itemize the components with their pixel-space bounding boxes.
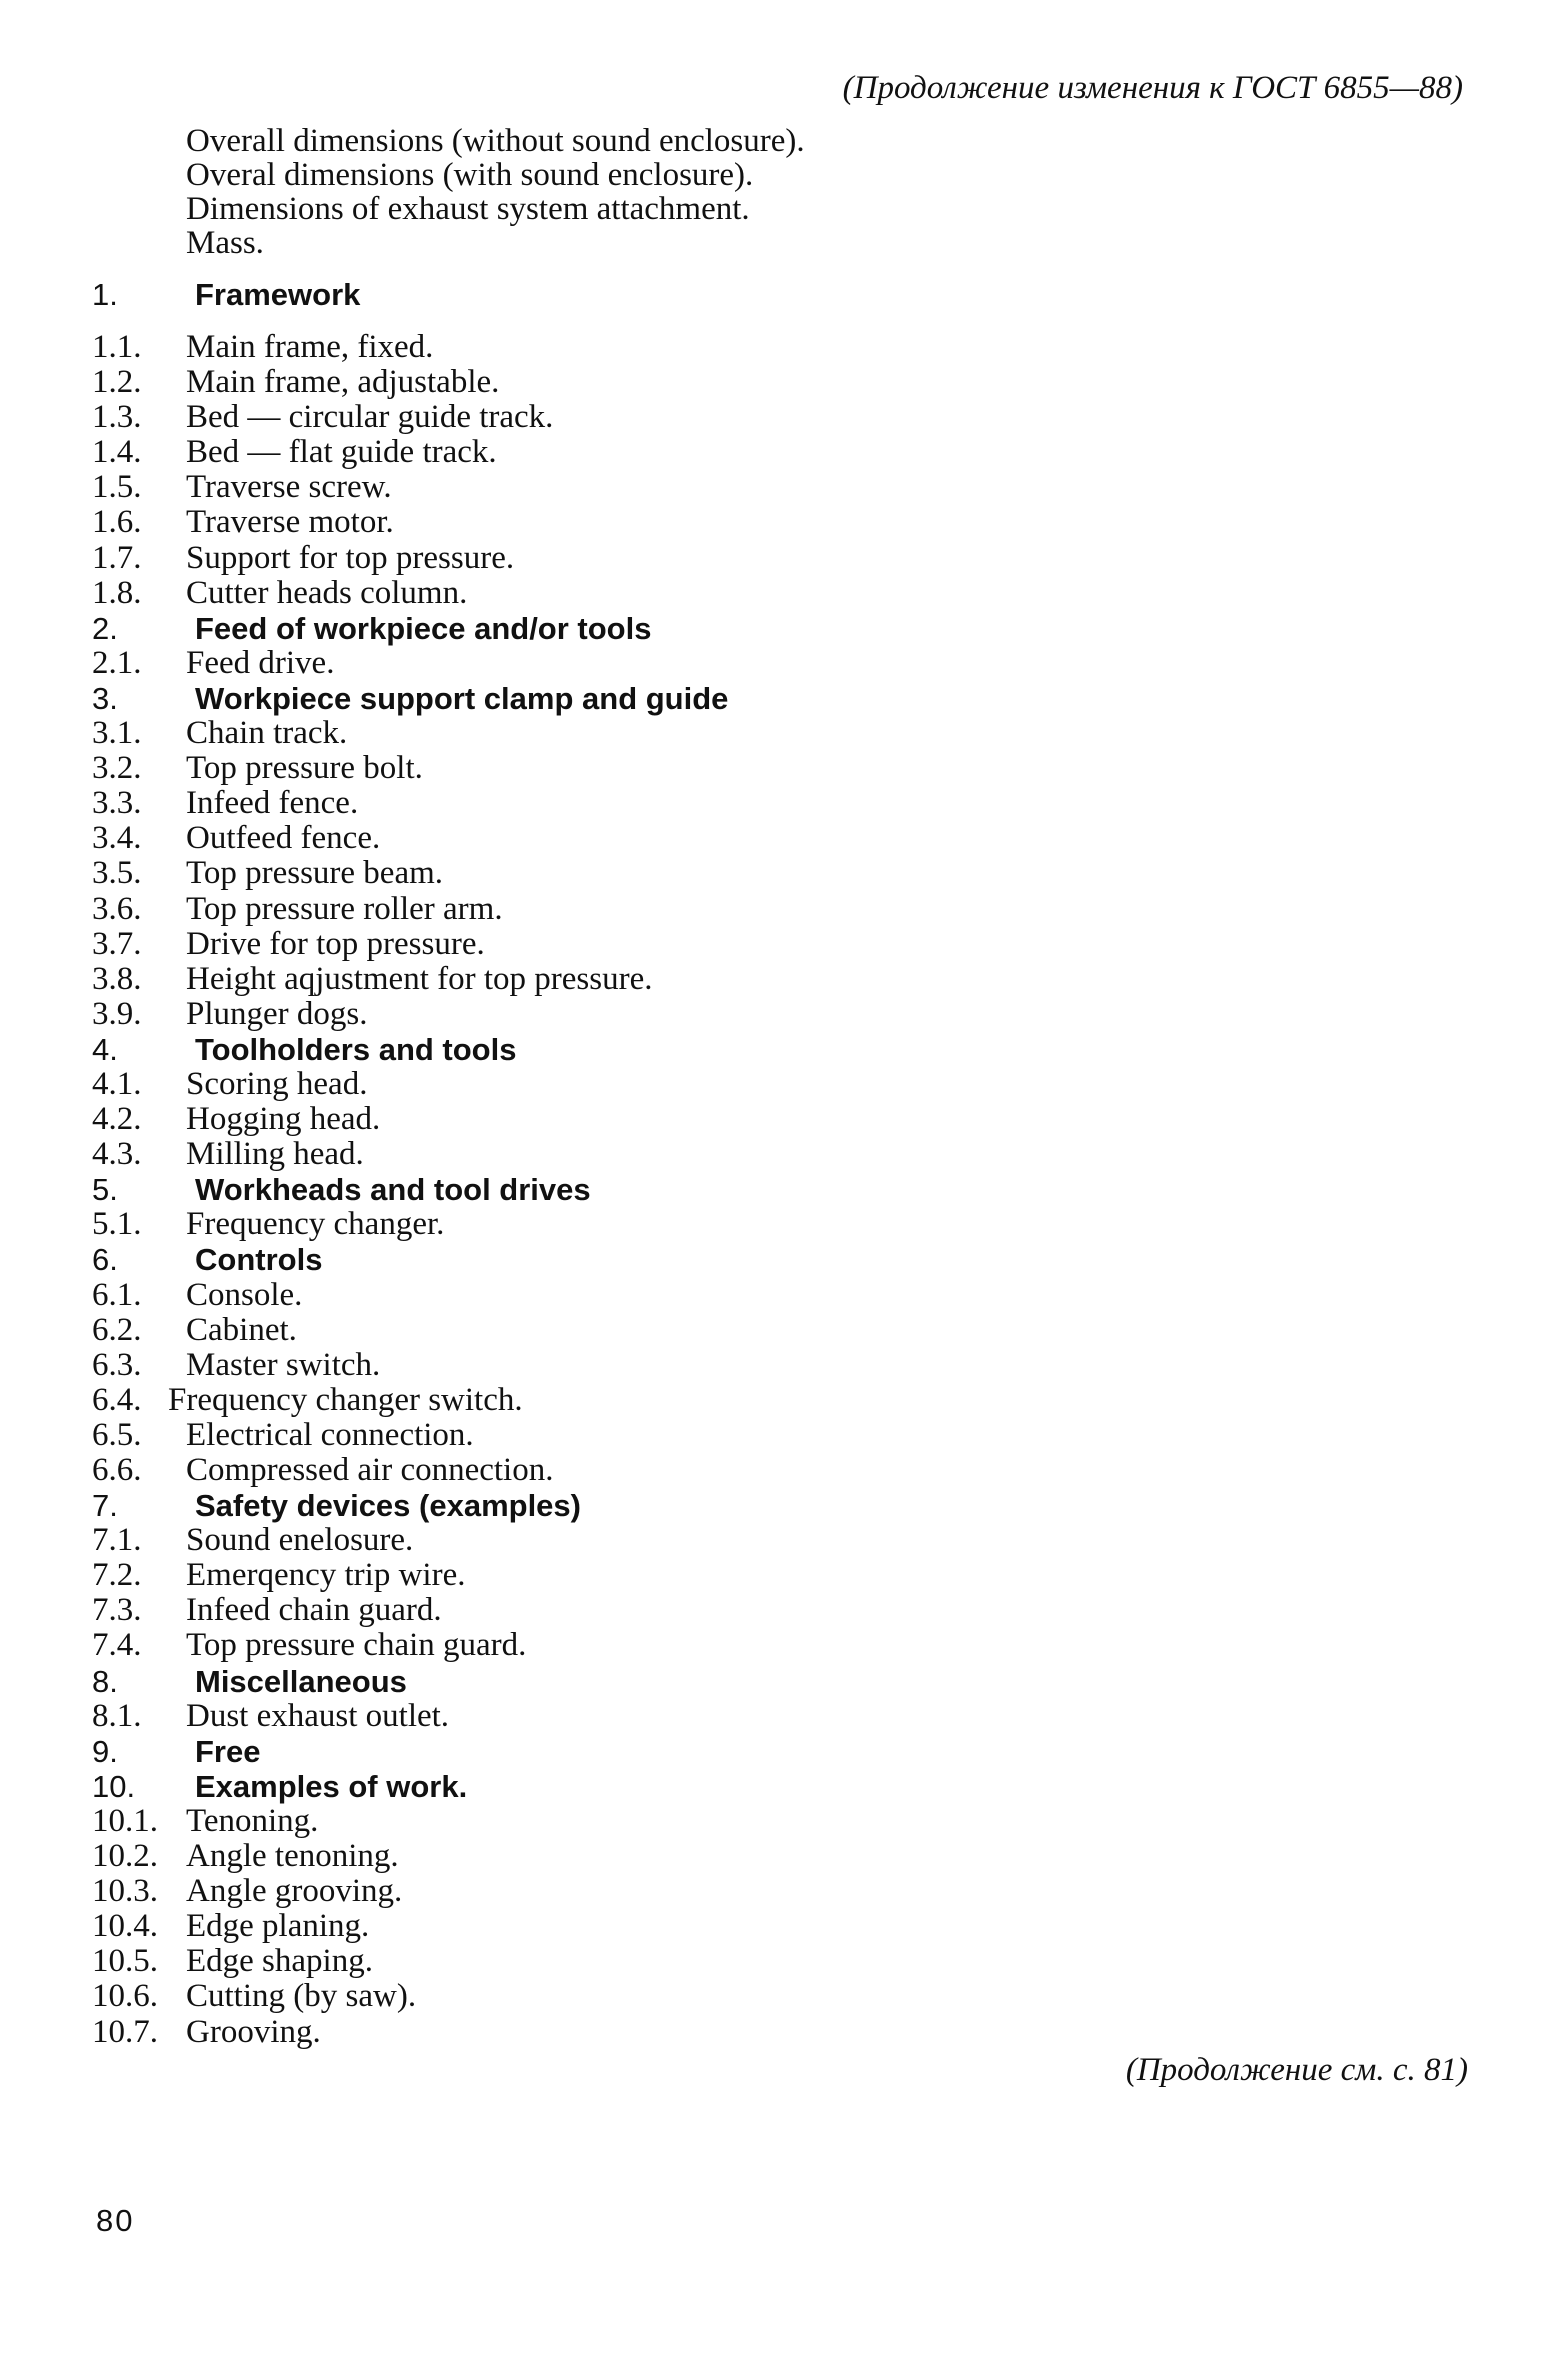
intro-line: Mass. <box>186 225 264 261</box>
item-text: Bed — circular guide track. <box>186 399 554 436</box>
item-text: Top pressure chain guard. <box>186 1627 527 1664</box>
item-number: 3.3. <box>92 785 142 822</box>
list-item <box>92 962 1392 997</box>
item-number: 7.4. <box>92 1627 142 1664</box>
item-number: 3.2. <box>92 750 142 787</box>
item-number: 1.5. <box>92 469 142 506</box>
list-item <box>92 435 1392 470</box>
item-text: Console. <box>186 1276 303 1313</box>
item-number: 3.6. <box>92 890 142 927</box>
item-list <box>92 277 1392 2050</box>
continuation-note: (Продолжение см. с. 81) <box>1125 2052 1468 2088</box>
list-item <box>92 576 1392 611</box>
item-number: 9. <box>92 1733 118 1769</box>
list-item <box>92 1067 1392 1102</box>
item-text: Cutter heads column. <box>186 574 468 611</box>
section-title: Examples of work. <box>195 1768 468 1804</box>
item-number: 1. <box>92 277 118 312</box>
item-text: Sound enelosure. <box>186 1522 414 1559</box>
page-header: (Продолжение изменения к ГОСТ 6855—88) <box>842 70 1463 106</box>
section-title: Framework <box>195 277 361 312</box>
item-number: 3.8. <box>92 960 142 997</box>
item-number: 10.3. <box>92 1873 158 1910</box>
item-text: Top pressure roller arm. <box>186 890 503 927</box>
list-item <box>92 1207 1392 1242</box>
section-heading <box>92 611 1392 646</box>
item-text: Traverse motor. <box>186 504 394 541</box>
item-text: Traverse screw. <box>186 469 392 506</box>
section-heading <box>92 277 1392 330</box>
item-text: Tenoning. <box>186 1802 319 1839</box>
item-number: 10.1. <box>92 1802 158 1839</box>
item-text: Infeed fence. <box>186 785 359 822</box>
item-text: Bed — flat guide track. <box>186 434 497 471</box>
section-title: Workpiece support clamp and guide <box>195 680 729 716</box>
item-text: Outfeed fence. <box>186 820 381 857</box>
item-number: 3.4. <box>92 820 142 857</box>
item-number: 4.3. <box>92 1136 142 1173</box>
list-item <box>92 1593 1392 1628</box>
section-title: Free <box>195 1733 261 1769</box>
list-item <box>92 1979 1392 2014</box>
item-number: 7.1. <box>92 1522 142 1559</box>
item-text: Top pressure beam. <box>186 855 444 892</box>
item-number: 10.2. <box>92 1838 158 1875</box>
item-number: 6.1. <box>92 1276 142 1313</box>
item-number: 6.3. <box>92 1346 142 1383</box>
item-number: 6.5. <box>92 1416 142 1453</box>
item-number: 6.6. <box>92 1452 142 1488</box>
section-heading <box>92 1488 1392 1523</box>
item-text: Milling head. <box>186 1136 364 1173</box>
list-item <box>92 821 1392 856</box>
section-heading <box>92 1734 1392 1769</box>
item-number: 1.1. <box>92 329 142 365</box>
list-item <box>92 927 1392 962</box>
item-text: Master switch. <box>186 1346 381 1383</box>
item-number: 4.1. <box>92 1065 142 1102</box>
item-number: 1.3. <box>92 399 142 436</box>
item-text: Feed drive. <box>186 644 335 681</box>
list-item <box>92 751 1392 786</box>
list-item <box>92 505 1392 540</box>
section-title: Safety devices (examples) <box>195 1488 581 1524</box>
item-text: Hogging head. <box>186 1101 381 1138</box>
section-title: Workheads and tool drives <box>195 1172 591 1208</box>
item-number: 4.2. <box>92 1101 142 1138</box>
item-number: 3.9. <box>92 995 142 1032</box>
section-title: Miscellaneous <box>195 1663 407 1699</box>
item-number: 1.4. <box>92 434 142 471</box>
item-number: 10.5. <box>92 1943 158 1980</box>
list-item <box>92 646 1392 681</box>
item-number: 6.2. <box>92 1311 142 1348</box>
section-heading <box>92 1769 1392 1804</box>
item-number: 1.2. <box>92 364 142 401</box>
item-number: 1.8. <box>92 574 142 611</box>
item-number: 6. <box>92 1242 118 1278</box>
list-item <box>92 892 1392 927</box>
item-number: 7.2. <box>92 1557 142 1594</box>
item-text: Support for top pressure. <box>186 539 515 576</box>
list-item <box>92 1839 1392 1874</box>
list-item <box>92 1313 1392 1348</box>
item-number: 6.4. <box>92 1381 142 1418</box>
item-text: Emerqency trip wire. <box>186 1557 466 1594</box>
list-item <box>92 716 1392 751</box>
item-text: Edge planing. <box>186 1908 370 1945</box>
list-item <box>92 997 1392 1032</box>
section-heading <box>92 1242 1392 1277</box>
list-item <box>92 1558 1392 1593</box>
item-number: 10. <box>92 1768 136 1804</box>
section-heading <box>92 1172 1392 1207</box>
item-number: 8. <box>92 1663 118 1699</box>
list-item <box>92 786 1392 821</box>
item-text: Top pressure bolt. <box>186 750 423 787</box>
item-number: 5. <box>92 1172 118 1208</box>
item-text: Plunger dogs. <box>186 995 368 1032</box>
item-text: Electrical connection. <box>186 1416 474 1453</box>
list-item <box>92 1874 1392 1909</box>
item-text: Grooving. <box>186 2013 321 2050</box>
item-text: Drive for top pressure. <box>186 925 485 962</box>
list-item <box>92 1137 1392 1172</box>
item-text: Frequency changer. <box>186 1206 445 1243</box>
intro-line: Overall dimensions (without sound enclosure). <box>186 123 805 159</box>
item-number: 7.3. <box>92 1592 142 1629</box>
item-text: Compressed air connection. <box>186 1452 554 1488</box>
item-text: Angle grooving. <box>186 1873 403 1910</box>
item-number: 10.6. <box>92 1978 158 2015</box>
item-text: Cutting (by saw). <box>186 1978 417 2015</box>
item-number: 7. <box>92 1488 118 1524</box>
list-item <box>92 2015 1392 2050</box>
item-number: 10.7. <box>92 2013 158 2050</box>
list-item <box>92 1523 1392 1558</box>
item-number: 1.7. <box>92 539 142 576</box>
item-text: Edge shaping. <box>186 1943 373 1980</box>
item-text: Main frame, adjustable. <box>186 364 500 401</box>
item-number: 1.6. <box>92 504 142 541</box>
intro-line: Dimensions of exhaust system attachment. <box>186 191 750 227</box>
item-number: 3.7. <box>92 925 142 962</box>
item-number: 2.1. <box>92 644 142 681</box>
item-number: 3.1. <box>92 715 142 752</box>
item-number: 8.1. <box>92 1697 142 1734</box>
item-number: 5.1. <box>92 1206 142 1243</box>
item-number: 10.4. <box>92 1908 158 1945</box>
item-text: Angle tenoning. <box>186 1838 399 1875</box>
list-item <box>92 1699 1392 1734</box>
intro-line: Overal dimensions (with sound enclosure). <box>186 157 754 193</box>
page-number: 80 <box>96 2203 135 2238</box>
section-title: Feed of workpiece and/or tools <box>195 610 652 646</box>
list-item <box>92 365 1392 400</box>
list-item <box>92 400 1392 435</box>
list-item <box>92 856 1392 891</box>
item-number: 4. <box>92 1031 118 1067</box>
list-item <box>92 1628 1392 1663</box>
list-item <box>92 1348 1392 1383</box>
item-text: Height aqjustment for top pressure. <box>186 960 653 997</box>
section-heading <box>92 681 1392 716</box>
item-number: 3. <box>92 680 118 716</box>
list-item <box>92 1944 1392 1979</box>
item-text: Main frame, fixed. <box>186 329 434 365</box>
item-text: Scoring head. <box>186 1065 368 1102</box>
item-text: Infeed chain guard. <box>186 1592 442 1629</box>
intro-block <box>186 124 805 260</box>
item-text: Frequency changer switch. <box>168 1381 523 1418</box>
list-item <box>92 1383 1392 1418</box>
section-title: Toolholders and tools <box>195 1031 517 1067</box>
item-text: Cabinet. <box>186 1311 297 1348</box>
section-heading <box>92 1664 1392 1699</box>
item-text: Chain track. <box>186 715 348 752</box>
list-item <box>92 1909 1392 1944</box>
list-item <box>92 470 1392 505</box>
list-item <box>92 1804 1392 1839</box>
item-number: 2. <box>92 610 118 646</box>
list-item <box>92 1453 1392 1488</box>
list-item <box>92 1278 1392 1313</box>
item-text: Dust exhaust outlet. <box>186 1697 450 1734</box>
list-item <box>92 1102 1392 1137</box>
section-heading <box>92 1032 1392 1067</box>
section-title: Controls <box>195 1242 323 1278</box>
list-item <box>92 541 1392 576</box>
list-item <box>92 1418 1392 1453</box>
list-item <box>92 330 1392 365</box>
item-number: 3.5. <box>92 855 142 892</box>
